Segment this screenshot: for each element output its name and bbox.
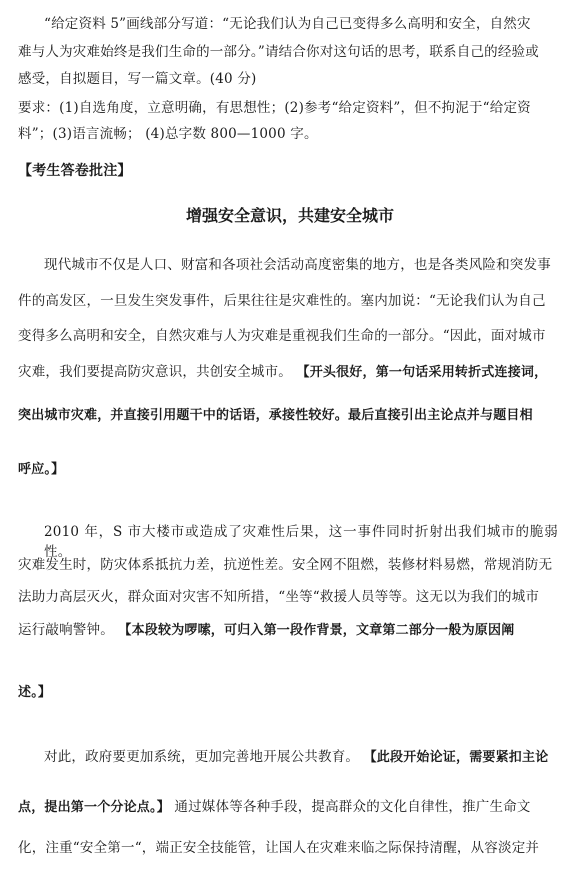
para1-line-4: [18, 360, 558, 380]
para1-line-1: 现代城市不仅是人口、财富和各项社会活动高度密集的地方，也是各类风险和突发事: [44, 257, 551, 273]
annotation-comment: 呼应。】: [18, 462, 65, 477]
prompt-line-3: 感受，自拟题目，写一篇文章。(40 分): [18, 71, 257, 87]
annotation-comment: 突出城市灾难，并直接引用题干中的话语，承接性较好。最后直接引出主论点并与题目相: [18, 408, 533, 423]
para2-line-4-text: 运行敲响警钟。: [18, 622, 114, 638]
prompt-line-1: “给定资料 5”画线部分写道：“无论我们认为自己已变得多么高明和安全，自然灾: [44, 16, 531, 32]
para2-line-4: [18, 618, 558, 638]
requirements-line-1: 要求：(1)自选角度，立意明确，有思想性；(2)参考“给定资料”，但不拘泥于“给定资: [18, 100, 531, 116]
para2-line-3: 法助力高层灭火，群众面对灾害不知所措，“坐等“救援人员等等。这无以为我们的城市: [18, 589, 540, 605]
annotation-comment: 点，提出第一个分论点。】: [18, 800, 170, 815]
para2-line-1: 2010 年，S 市大楼市或造成了灾难性后果，这一事件同时折射出我们城市的脆弱性。: [44, 524, 558, 560]
para2-line-2: 灾难发生时，防灾体系抵抗力差，抗逆性差。安全网不阻燃，装修材料易燃，常规消防无: [18, 557, 553, 573]
para3-line-3: 化，注重“安全第一“，端正安全技能管，让国人在灾难来临之际保持清醒，从容淡定并: [18, 840, 540, 856]
para1-line-3: 变得多么高明和安全，自然灾难与人为灾难是重视我们生命的一部分。“因此，面对城市: [18, 328, 546, 344]
annotation-comment: 【开头很好，第一句话采用转折式连接词，: [296, 365, 548, 380]
para3-line-2: [18, 795, 558, 815]
para1-line-2: 件的高发区，一旦发生突发事件，后果往往是灾难性的。塞内加说：“无论我们认为自己: [18, 293, 546, 309]
annotation-comment: 【此段开始论证，需要紧扣主论: [363, 750, 549, 765]
annotation-comment: 【本段较为啰嗦，可归入第一段作背景，文章第二部分一般为原因阐: [118, 623, 515, 638]
para1-line-4-text: 灾难，我们要提高防灾意识，共创安全城市。: [18, 364, 292, 380]
para3-line-2-text: 通过媒体等各种手段，提高群众的文化自律性，推广生命文: [174, 799, 531, 815]
essay-title: 增强安全意识，共建安全城市: [185, 206, 394, 225]
requirements-line-2: 料”；(3)语言流畅； (4)总字数 800—1000 字。: [18, 126, 318, 142]
para3-line-1: [44, 745, 558, 765]
annotation-comment: 述。】: [18, 685, 52, 700]
prompt-line-2: 难与人为灾难始终是我们生命的一部分。”请结合你对这句话的思考，联系自己的经验或: [18, 44, 539, 60]
section-header: 【考生答卷批注】: [18, 163, 132, 179]
para3-line-1-text: 对此，政府要更加系统，更加完善地开展公共教育。: [44, 749, 360, 765]
